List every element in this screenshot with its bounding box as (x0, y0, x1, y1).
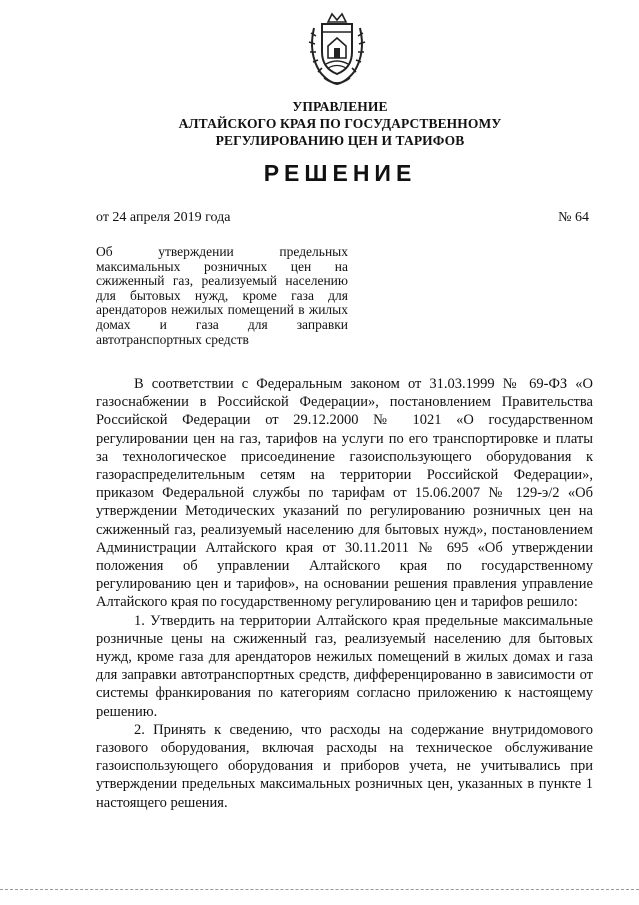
document-subject: Об утверждении предельных максимальных розничных цен на сжиженный газ, реализуемый населению для бытовых нужд, кроме газа для арендаторов нежилых помещений в жилых домах и газа для заправки автотранспортных средств (96, 244, 348, 347)
body-item-1: 1. Утвердить на территории Алтайского края предельные максимальные розничные цены на сжиженный газ, реализуемый населению для бытовых нужд, кроме газа для арендаторов нежилых помещений в жилых домах и газа для заправки автотранспортных средств, дифференцированно в зависимости от системы франкирования по категориям согласно приложению к настоящему решению. (96, 612, 593, 720)
body-item-2: 2. Принять к сведению, что расходы на содержание внутридомового газового оборудования, включая расходы на техническое обслуживание газоиспользующего оборудования и приборов учета, не учитывались при утверждении предельных максимальных розничных цен, указанных в пункте 1 настоящего решения. (96, 721, 593, 811)
document-number: № 64 (558, 210, 589, 225)
org-name-line3: РЕГУЛИРОВАНИЮ ЦЕН И ТАРИФОВ (215, 133, 465, 148)
body-intro-paragraph: В соответствии с Федеральным законом от 31.03.1999 № 69-ФЗ «О газоснабжении в Российской Федерации», постановлением Правительства Российской Федерации от 29.12.2000 № 1021 «О государственном регулировании цен на газ, тарифов на услуги по его транспортировке и платы за технологическое присоединение газоиспользующего оборудования к газораспределительным сетям на территории Российской Федерации», приказом Федеральной службы по тарифам от 15.06.2007 № 129-э/2 «Об утверждении Методических указаний по регулированию розничных цен на сжиженный газ, реализуемый населению для бытовых нужд», постановлением Администрации Алтайского края от 30.11.2011 № 695 «Об утверждении положения об управлении Алтайского края по государственному регулированию цен и тарифов», на основании решения правления управление Алтайского края по государственному регулированию цен и тарифов решило: (96, 376, 593, 611)
page-bottom-divider (0, 889, 639, 890)
document-body (96, 375, 593, 812)
document-date: от 24 апреля 2019 года (96, 210, 231, 225)
document-type-title: РЕШЕНИЕ (263, 160, 417, 186)
org-name-line2: АЛТАЙСКОГО КРАЯ ПО ГОСУДАРСТВЕННОМУ (178, 116, 502, 131)
coat-of-arms-icon (304, 8, 370, 88)
org-name-line1: УПРАВЛЕНИЕ (292, 99, 388, 114)
